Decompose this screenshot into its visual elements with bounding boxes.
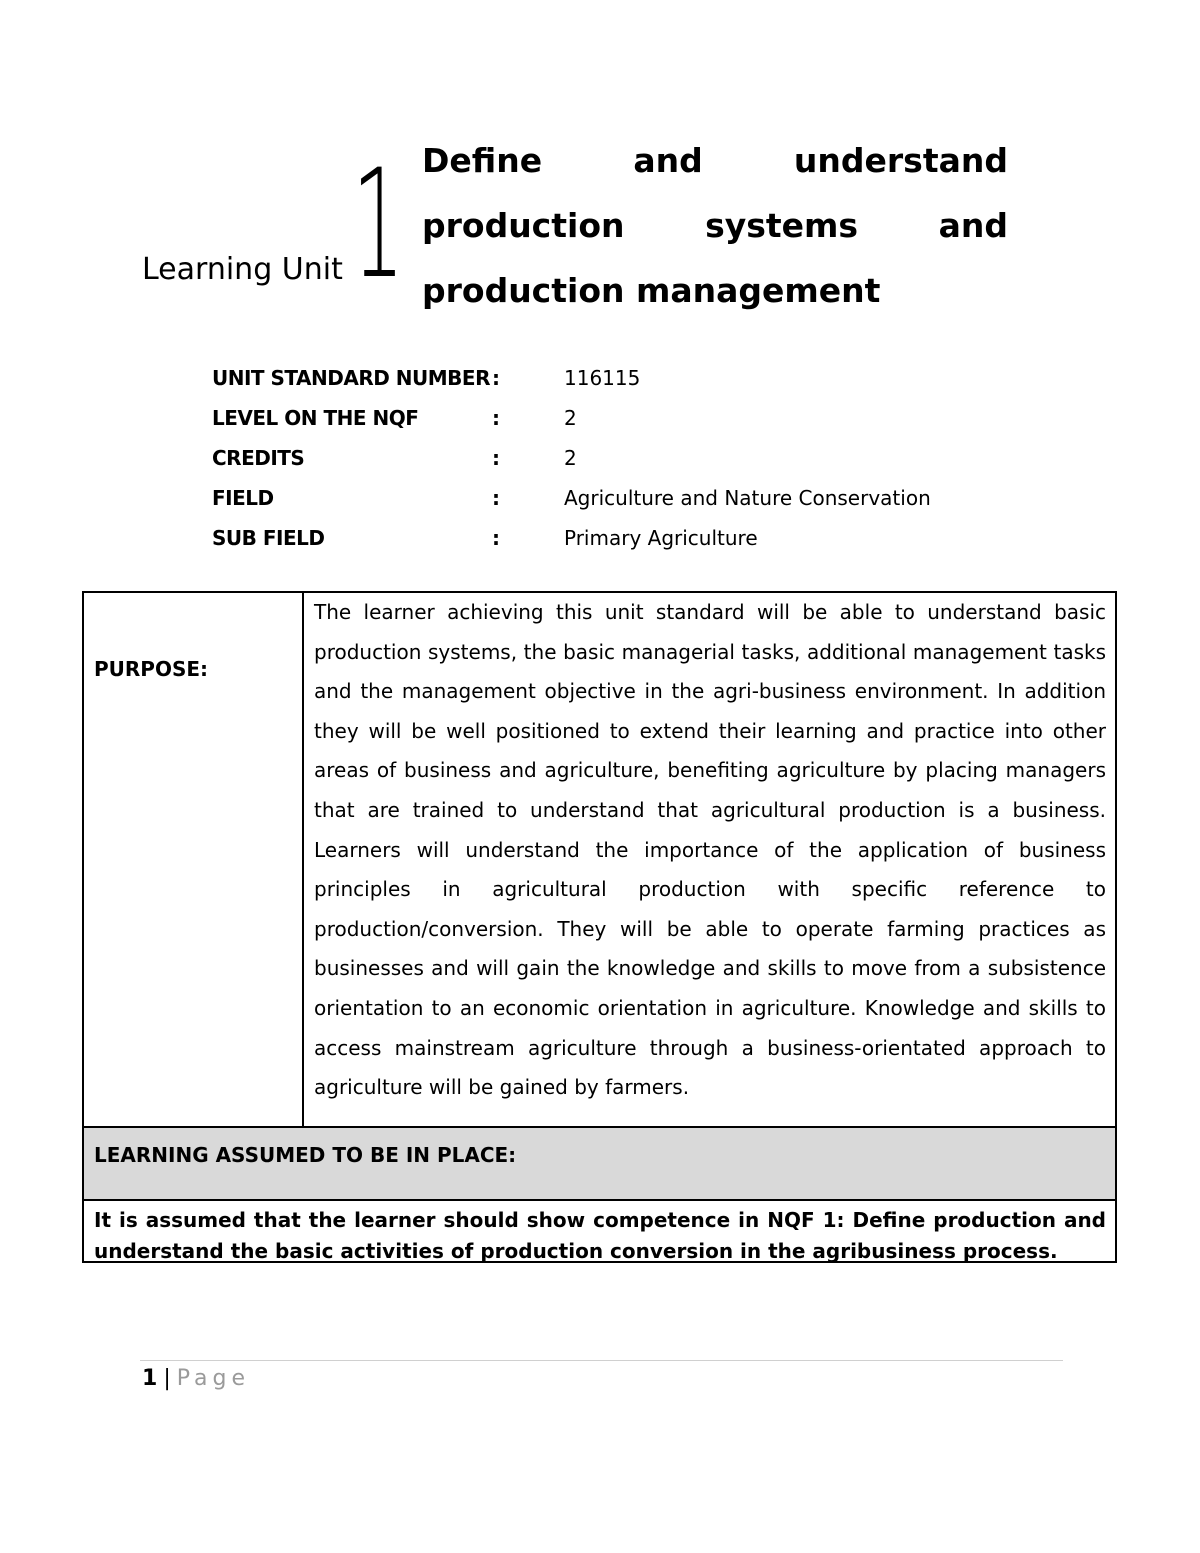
learning-assumed-header-row	[84, 1128, 1115, 1201]
meta-key: LEVEL ON THE NQF	[212, 406, 419, 430]
meta-colon: :	[492, 366, 500, 390]
meta-key: UNIT STANDARD NUMBER	[212, 366, 490, 390]
meta-colon: :	[492, 486, 500, 510]
meta-key: SUB FIELD	[212, 526, 325, 550]
meta-value: Primary Agriculture	[564, 526, 758, 550]
learning-assumed-text: It is assumed that the learner should show competence in NQF 1: Define production and understand the basic activities of production conversion in the agribusiness process.	[94, 1208, 1106, 1263]
unit-title: Define and understand production systems and production management	[422, 141, 1008, 310]
meta-value: Agriculture and Nature Conservation	[564, 486, 931, 510]
meta-colon: :	[492, 526, 500, 550]
footer-divider	[140, 1360, 1063, 1361]
meta-key: FIELD	[212, 486, 274, 510]
purpose-row	[84, 593, 1115, 1128]
meta-colon: :	[492, 406, 500, 430]
page-separator: |	[163, 1366, 171, 1391]
meta-value: 116115	[564, 366, 641, 390]
meta-key: CREDITS	[212, 446, 305, 470]
learning-assumed-label: LEARNING ASSUMED TO BE IN PLACE:	[94, 1143, 517, 1167]
unit-metadata-table	[212, 358, 931, 558]
meta-row-unit-standard-number	[212, 358, 931, 398]
meta-row-credits	[212, 438, 931, 478]
meta-row-field	[212, 478, 931, 518]
cell-divider	[302, 593, 304, 1126]
meta-colon: :	[492, 446, 500, 470]
purpose-text: The learner achieving this unit standard will be able to understand basic production systems, the basic managerial tasks, additional management tasks and the management objective in the agri-business environment. In addition they will be well positioned to extend their learning and practice into other areas of business and agriculture, benefiting agriculture by placing managers that are trained to understand that agricultural production is a business. Learners will understand the importance of the application of business principles in agricultural production with specific reference to production/conversion. They will be able to operate farming practices as businesses and will gain the knowledge and skills to move from a subsistence orientation to an economic orientation in agriculture. Knowledge and skills to access mainstream agriculture through a business-orientated approach to agriculture will be gained by farmers.	[314, 600, 1106, 1100]
page-number: 1	[142, 1366, 158, 1391]
meta-row-level-on-nqf	[212, 398, 931, 438]
meta-row-sub-field	[212, 518, 931, 558]
page-word: Page	[176, 1366, 250, 1391]
unit-number: 1	[352, 138, 405, 312]
page-footer	[142, 1366, 250, 1391]
purpose-table	[82, 591, 1117, 1263]
meta-value: 2	[564, 406, 577, 430]
purpose-label: PURPOSE:	[94, 657, 209, 681]
meta-value: 2	[564, 446, 577, 470]
learning-unit-label: Learning Unit	[142, 252, 343, 287]
